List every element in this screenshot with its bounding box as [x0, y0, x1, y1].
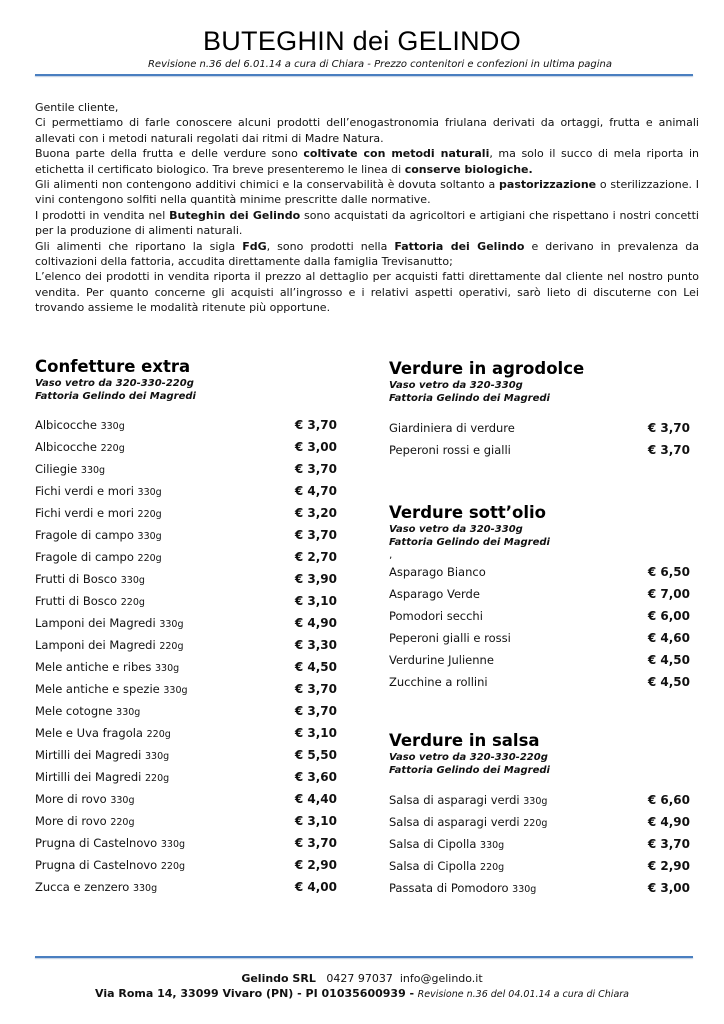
- product-label: [35, 770, 169, 784]
- product-name: More di rovo: [35, 792, 107, 806]
- product-label: [389, 421, 515, 435]
- product-name: Fragole di campo: [35, 550, 134, 564]
- stray-mark: ‚: [389, 550, 393, 561]
- product-row: [35, 726, 337, 748]
- intro-paragraph-1: Ci permettiamo di farle conoscere alcuni prodotti dell’enogastronomia friulana derivati da ortaggi, frutta e animali allevati con i metodi naturali regolati dai ritmi di Madre Natura.: [35, 116, 699, 145]
- product-label: [35, 594, 145, 608]
- product-label: [389, 565, 486, 579]
- product-weight: 220g: [145, 773, 170, 784]
- product-row: [35, 814, 337, 836]
- footer-contact: [0, 972, 724, 985]
- product-row: [389, 815, 690, 837]
- product-price: € 3,70: [294, 418, 337, 432]
- product-weight: 330g: [145, 751, 170, 762]
- intro-paragraph-6: L’elenco dei prodotti in vendita riporta il prezzo al dettaglio per acquisti fatti direttamente dal cliente nel nostro punto vendita. Per quanto concerne gli acquisti all’ingrosso e i relativi aspetti operativi, sarò lieto di discuterne con Lei trovando assieme le modalità ritenute più opportune.: [35, 270, 699, 315]
- product-price: € 6,50: [647, 565, 690, 579]
- product-name: Salsa di Cipolla: [389, 859, 477, 873]
- product-row: [35, 704, 337, 726]
- product-row: [35, 484, 337, 506]
- product-row: [389, 631, 690, 653]
- product-label: [389, 675, 488, 689]
- product-row: [35, 462, 337, 484]
- product-label: [35, 506, 162, 520]
- product-row: [35, 836, 337, 858]
- product-name: Mele e Uva fragola: [35, 726, 143, 740]
- product-row: [35, 660, 337, 682]
- product-price: € 3,10: [294, 726, 337, 740]
- section-title: Verdure in agrodolce: [389, 359, 585, 378]
- product-row: [389, 881, 690, 903]
- product-price: € 3,10: [294, 594, 337, 608]
- product-label: [35, 748, 169, 762]
- section-title: Verdure sott’olio: [389, 503, 547, 522]
- product-price: € 4,60: [647, 631, 690, 645]
- section-container-info: Vaso vetro da 320-330g: [389, 380, 523, 391]
- product-label: [389, 881, 536, 895]
- product-label: [35, 638, 184, 652]
- product-weight: 220g: [120, 597, 145, 608]
- product-price: € 4,70: [294, 484, 337, 498]
- product-list: [35, 418, 337, 902]
- product-label: [35, 528, 162, 542]
- document-title: BUTEGHIN dei GELINDO: [202, 26, 522, 56]
- product-row: [35, 572, 337, 594]
- product-price: € 6,00: [647, 609, 690, 623]
- footer-email: info@gelindo.it: [399, 972, 483, 985]
- product-label: [35, 550, 162, 564]
- product-label: [35, 726, 171, 740]
- product-name: Salsa di Cipolla: [389, 837, 477, 851]
- product-weight: 330g: [480, 840, 505, 851]
- product-name: Mele antiche e spezie: [35, 682, 160, 696]
- product-name: Mirtilli dei Magredi: [35, 748, 142, 762]
- intro-greeting: Gentile cliente,: [35, 101, 119, 114]
- product-price: € 3,70: [294, 528, 337, 542]
- product-name: Passata di Pomodoro: [389, 881, 509, 895]
- product-label: [35, 660, 179, 674]
- product-weight: 220g: [523, 818, 548, 829]
- section-container-info: Vaso vetro da 320-330-220g: [389, 752, 548, 763]
- product-price: € 3,70: [647, 443, 690, 457]
- product-row: [35, 506, 337, 528]
- document-subtitle: Revisione n.36 del 6.01.14 a cura di Chiara - Prezzo contenitori e confezioni in ultima pagina: [147, 59, 613, 70]
- product-label: [35, 792, 135, 806]
- section-container-info: Vaso vetro da 320-330-220g: [35, 378, 194, 389]
- intro-paragraph-2: Buona parte della frutta e delle verdure sono coltivate con metodi naturali, ma solo il succo di mela riporta in etichetta il certificato biologico. Tra breve presenteremo le linea di conserve biologiche.: [35, 147, 700, 176]
- footer-company: Gelindo SRL: [241, 972, 316, 985]
- product-weight: 330g: [100, 421, 125, 432]
- section-sottolio: [389, 503, 690, 697]
- product-price: € 3,00: [294, 440, 337, 454]
- product-label: [35, 880, 157, 894]
- product-row: [35, 550, 337, 572]
- product-row: [389, 793, 690, 815]
- product-name: Pomodori secchi: [389, 609, 483, 623]
- product-weight: 330g: [116, 707, 141, 718]
- footer-address: Via Roma 14, 33099 Vivaro (PN) - PI 01035600939 -: [95, 987, 415, 1000]
- product-label: [35, 616, 184, 630]
- product-price: € 3,70: [294, 462, 337, 476]
- product-label: [389, 631, 511, 645]
- product-name: Zucca e zenzero: [35, 880, 130, 894]
- product-label: [389, 859, 504, 873]
- product-weight: 330g: [137, 531, 162, 542]
- product-label: [389, 443, 511, 457]
- product-row: [389, 443, 690, 465]
- product-name: Verdurine Julienne: [389, 653, 494, 667]
- product-price: € 2,70: [294, 550, 337, 564]
- section-producer: Fattoria Gelindo dei Magredi: [389, 393, 550, 404]
- product-price: € 6,60: [647, 793, 690, 807]
- product-row: [389, 587, 690, 609]
- intro-paragraph-4: I prodotti in vendita nel Buteghin dei Gelindo sono acquistati da agricoltori e artigiani che rispettano i nostri concetti per la produzione di alimenti naturali.: [35, 208, 699, 238]
- product-name: Peperoni rossi e gialli: [389, 443, 511, 457]
- product-price: € 3,70: [294, 682, 337, 696]
- section-container-info: Vaso vetro da 320-330g: [389, 524, 523, 535]
- product-name: Ciliegie: [35, 462, 78, 476]
- header-divider: [35, 74, 693, 76]
- product-label: [35, 836, 185, 850]
- product-weight: 330g: [160, 839, 186, 850]
- product-label: [389, 587, 480, 601]
- footer-revision: Revisione n.36 del 04.01.14 a cura di Chiara: [417, 989, 629, 1000]
- intro-text: [35, 100, 699, 316]
- product-price: € 5,50: [294, 748, 337, 762]
- product-name: Fichi verdi e mori: [35, 506, 134, 520]
- product-row: [389, 837, 690, 859]
- product-name: More di rovo: [35, 814, 107, 828]
- product-name: Mele antiche e ribes: [35, 660, 152, 674]
- product-name: Fichi verdi e mori: [35, 484, 134, 498]
- product-weight: 220g: [480, 862, 505, 873]
- product-row: [389, 609, 690, 631]
- product-row: [389, 565, 690, 587]
- section-confetture: [35, 357, 337, 902]
- product-label: [35, 484, 162, 498]
- product-weight: 330g: [120, 575, 145, 586]
- product-row: [389, 675, 690, 697]
- product-list: [389, 565, 690, 697]
- product-name: Lamponi dei Magredi: [35, 638, 156, 652]
- product-name: Asparago Verde: [389, 587, 480, 601]
- product-weight: 220g: [146, 729, 171, 740]
- footer-phone: 0427 97037: [326, 972, 393, 985]
- product-name: Mirtilli dei Magredi: [35, 770, 142, 784]
- product-weight: 330g: [159, 619, 184, 630]
- product-price: € 7,00: [647, 587, 690, 601]
- product-row: [35, 770, 337, 792]
- product-name: Salsa di asparagi verdi: [389, 793, 520, 807]
- product-row: [35, 792, 337, 814]
- product-name: Frutti di Bosco: [35, 572, 118, 586]
- product-row: [35, 418, 337, 440]
- product-name: Albicocche: [35, 440, 97, 454]
- product-row: [35, 682, 337, 704]
- section-producer: Fattoria Gelindo dei Magredi: [389, 765, 550, 776]
- product-price: € 3,10: [294, 814, 337, 828]
- product-name: Mele cotogne: [35, 704, 113, 718]
- intro-paragraph-5: Gli alimenti che riportano la sigla FdG, sono prodotti nella Fattoria dei Gelindo e derivano in prevalenza da coltivazioni della fattoria, accudita direttamente dalla famiglia Trevisanutto;: [35, 239, 700, 269]
- product-name: Zucchine a rollini: [389, 675, 488, 689]
- section-title: Confetture extra: [35, 357, 191, 376]
- product-name: Albicocche: [35, 418, 97, 432]
- product-name: Prugna di Castelnovo: [35, 858, 158, 872]
- product-price: € 4,50: [294, 660, 337, 674]
- product-weight: 330g: [512, 884, 537, 895]
- section-producer: Fattoria Gelindo dei Magredi: [389, 537, 550, 548]
- intro-paragraph-3: Gli alimenti non contengono additivi chimici e la conservabilità è dovuta soltanto a pastorizzazione o sterilizzazione. I vini contengono solfiti nella quantità minime prescritte dalle normative.: [35, 178, 699, 207]
- product-label: [389, 815, 547, 829]
- product-name: Lamponi dei Magredi: [35, 616, 156, 630]
- product-row: [35, 528, 337, 550]
- product-weight: 330g: [523, 796, 548, 807]
- product-label: [35, 858, 185, 872]
- product-label: [35, 572, 145, 586]
- product-label: [389, 609, 483, 623]
- product-name: Peperoni gialli e rossi: [389, 631, 511, 645]
- product-label: [389, 653, 494, 667]
- product-weight: 330g: [154, 663, 180, 674]
- product-weight: 330g: [137, 487, 162, 498]
- product-label: [35, 440, 125, 454]
- product-row: [389, 653, 690, 675]
- product-price: € 4,50: [647, 675, 690, 689]
- product-weight: 220g: [160, 861, 186, 872]
- product-list: [389, 793, 690, 903]
- product-row: [389, 859, 690, 881]
- product-label: [35, 418, 125, 432]
- product-label: [35, 814, 135, 828]
- section-salsa: [389, 731, 690, 903]
- product-price: € 2,90: [294, 858, 337, 872]
- product-price: € 3,70: [294, 836, 337, 850]
- product-label: [389, 837, 504, 851]
- product-weight: 220g: [110, 817, 135, 828]
- product-weight: 220g: [137, 509, 162, 520]
- product-price: € 3,60: [294, 770, 337, 784]
- product-label: [35, 462, 105, 476]
- product-row: [35, 638, 337, 660]
- product-name: Salsa di asparagi verdi: [389, 815, 520, 829]
- product-row: [35, 594, 337, 616]
- section-producer: Fattoria Gelindo dei Magredi: [35, 391, 196, 402]
- product-name: Frutti di Bosco: [35, 594, 118, 608]
- product-price: € 3,70: [294, 704, 337, 718]
- product-price: € 3,20: [294, 506, 337, 520]
- product-price: € 4,50: [647, 653, 690, 667]
- product-label: [35, 704, 140, 718]
- product-weight: 220g: [137, 553, 162, 564]
- product-name: Fragole di campo: [35, 528, 134, 542]
- product-weight: 330g: [132, 883, 158, 894]
- product-price: € 3,00: [647, 881, 690, 895]
- product-price: € 3,70: [647, 837, 690, 851]
- product-row: [35, 880, 337, 902]
- product-row: [389, 421, 690, 443]
- section-title: Verdure in salsa: [389, 731, 540, 750]
- product-weight: 220g: [159, 641, 184, 652]
- product-price: € 3,90: [294, 572, 337, 586]
- product-name: Asparago Bianco: [389, 565, 486, 579]
- footer-address-line: [0, 987, 724, 1000]
- product-label: [35, 682, 188, 696]
- product-price: € 4,90: [647, 815, 690, 829]
- product-weight: 330g: [110, 795, 135, 806]
- product-label: [389, 793, 547, 807]
- product-price: € 3,30: [294, 638, 337, 652]
- product-price: € 4,00: [294, 880, 337, 894]
- product-row: [35, 858, 337, 880]
- product-weight: 330g: [163, 685, 188, 696]
- section-agrodolce: [389, 359, 690, 465]
- product-price: € 2,90: [647, 859, 690, 873]
- product-row: [35, 440, 337, 462]
- product-row: [35, 616, 337, 638]
- product-list: [389, 421, 690, 465]
- product-name: Giardiniera di verdure: [389, 421, 515, 435]
- product-price: € 3,70: [647, 421, 690, 435]
- product-row: [35, 748, 337, 770]
- footer-divider: [35, 956, 693, 958]
- product-weight: 330g: [80, 465, 106, 476]
- product-name: Prugna di Castelnovo: [35, 836, 158, 850]
- product-price: € 4,40: [294, 792, 337, 806]
- product-price: € 4,90: [294, 616, 337, 630]
- product-weight: 220g: [100, 443, 125, 454]
